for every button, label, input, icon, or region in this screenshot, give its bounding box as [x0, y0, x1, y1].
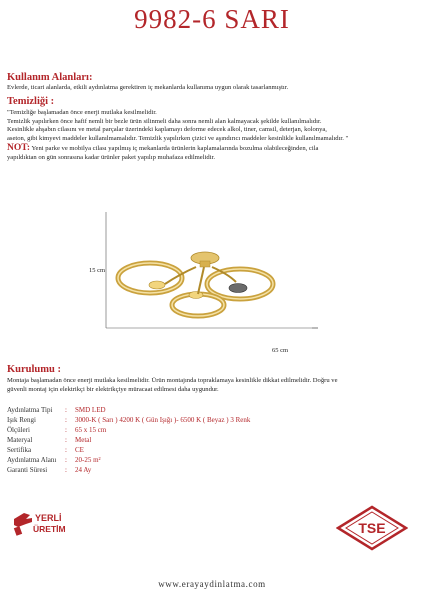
spec-row: Ölçüleri : 65 x 15 cm	[7, 426, 107, 434]
svg-text:TSE: TSE	[358, 520, 386, 536]
spec-row: Garanti Süresi : 24 Ay	[7, 466, 92, 474]
usage-heading: Kullanım Alanları:	[7, 72, 93, 83]
spec-row: Işık Rengi : 3000-K ( Sarı ) 4200 K ( Gün Işığı )- 6500 K ( Beyaz ) 3 Renk	[7, 416, 251, 424]
spec-key: Garanti Süresi	[7, 466, 48, 474]
spec-key: Sertifika	[7, 446, 32, 454]
spec-key: Aydınlatma Tipi	[7, 406, 53, 414]
spec-value: 65 x 15 cm	[75, 426, 107, 434]
spec-row: Materyal : Metal	[7, 436, 92, 444]
svg-text:YERLİ: YERLİ	[35, 513, 62, 523]
spec-value: 3000-K ( Sarı ) 4200 K ( Gün Işığı )- 6500 K ( Beyaz ) 3 Renk	[75, 416, 251, 424]
installation-line: Montaja başlamadan önce enerji mutlaka kesilmelidir. Ürün montajında topraklamaya kesinlikle dikkat edilmelidir. Doğru ve	[7, 377, 338, 384]
product-title: 9982-6 SARI	[134, 4, 290, 34]
installation-heading: Kurulumu :	[7, 364, 61, 375]
spec-value: 20-25 m²	[75, 456, 101, 464]
chandelier-image	[118, 252, 273, 316]
spec-key: Materyal	[7, 436, 33, 444]
note-text-2: yapıldıktan on gün sonrasına kadar ürünler paket yapılıp muhafaza edilmelidir.	[7, 153, 216, 161]
cleaning-heading: Temizliği :	[7, 96, 55, 107]
note-block	[7, 144, 417, 162]
note-label: NOT:	[7, 143, 31, 153]
note-text: Yeni parke ve mobilya cilası yapılmış iç mekanlarda ürünlerin kaplamalarında bozulma olabileceğinden, cila	[30, 145, 319, 152]
height-label: 15 cm	[89, 267, 106, 274]
cleaning-line: Kesinlikle ahşabın cilasını ve metal parçalar üzerindeki kaplamayı deforme edecek alkol, tiner, camsil, deterjan, kolonya,	[7, 126, 327, 133]
installation-line: güvenli montaj için elektrikçi bir elektrikçiye müracaat edilmesi daha uygundur.	[7, 385, 219, 393]
tse-logo	[336, 505, 408, 551]
spec-key: Işık Rengi	[7, 416, 36, 424]
spec-value: CE	[75, 446, 84, 454]
website-link[interactable]: www.erayaydinlatma.com	[158, 579, 266, 589]
spec-row: Sertifika : CE	[7, 446, 84, 454]
spec-row: Aydınlatma Tipi : SMD LED	[7, 406, 106, 414]
spec-table	[7, 405, 250, 475]
spec-value: Metal	[75, 436, 92, 444]
product-dimension-diagram	[0, 212, 424, 362]
usage-text: Evlerde, ticari alanlarda, etkili aydınlatma gerektiren iç mekanlarda kullanıma uygun olarak tasarlanmıştır.	[7, 84, 289, 91]
width-label: 65 cm	[272, 347, 289, 354]
svg-text:ÜRETİM: ÜRETİM	[33, 524, 66, 534]
cleaning-text	[7, 109, 417, 143]
installation-text	[7, 377, 417, 394]
spec-key: Aydınlatma Alanı	[7, 456, 57, 464]
yerli-uretim-logo	[12, 505, 70, 541]
spec-key: Ölçüleri	[7, 426, 30, 434]
cleaning-line: Temizlik yapılırken önce hafif nemli bir bezle ürün silinmeli daha sonra nemli alan kalmayacak şekilde kullanılmalıdır.	[7, 117, 322, 125]
cleaning-line: aseton, gibi kimyevi maddeler kullanılmamalıdır. Temizlik yapılırken çizici ve aşındırıcı maddeler kesinlikle kullanılmamalıdır. "	[7, 134, 349, 142]
cleaning-line: "Temizliğe başlamadan önce enerji mutlaka kesilmelidir.	[7, 109, 157, 116]
spec-value: 24 Ay	[75, 466, 92, 474]
spec-value: SMD LED	[75, 406, 106, 414]
hand-icon	[14, 513, 32, 536]
spec-row: Aydınlatma Alanı : 20-25 m²	[7, 456, 101, 464]
